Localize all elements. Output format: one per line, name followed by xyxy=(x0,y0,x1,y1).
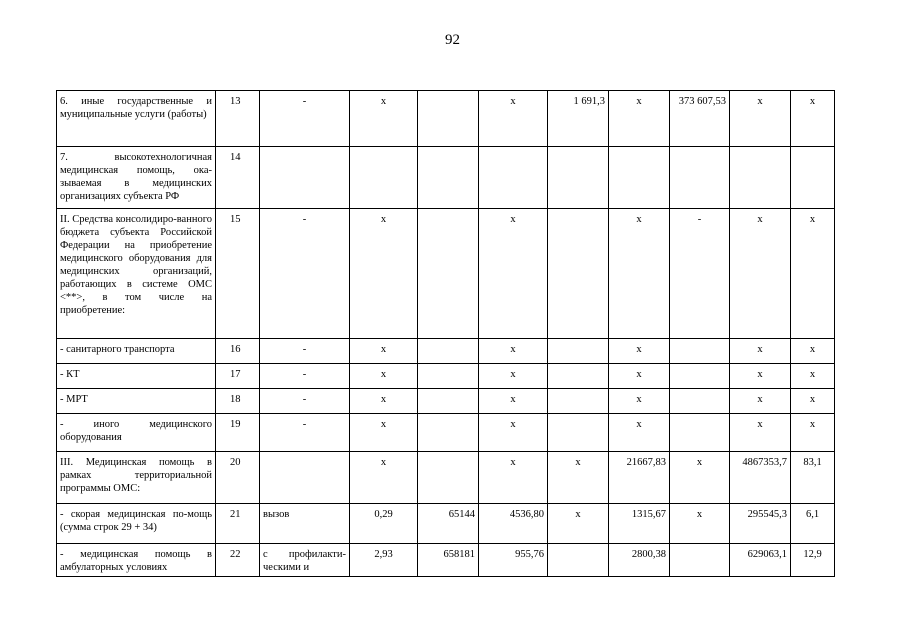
share-cell xyxy=(791,147,835,209)
volume-total-cell xyxy=(418,147,479,209)
per-capita-budget-cell: 1 691,3 xyxy=(548,91,609,147)
share-cell: x xyxy=(791,414,835,452)
unit-cell: - xyxy=(260,91,350,147)
row-number-cell: 14 xyxy=(216,147,260,209)
row-description-cell: - санитарного транспорта xyxy=(57,339,216,364)
unit-cell xyxy=(260,452,350,504)
row-number-cell: 16 xyxy=(216,339,260,364)
volume-total-cell: 658181 xyxy=(418,544,479,577)
per-capita-oms-cell: x xyxy=(609,414,670,452)
row-description-cell: II. Средства консолидиро-ванного бюджета субъекта Российской Федерации на приобретение медицинского оборудования для медицинских организаций, работающих в системе ОМС <**>, в том числе на приобретение: xyxy=(57,209,216,339)
total-budget-cell xyxy=(670,147,730,209)
cost-per-unit-cell: x xyxy=(479,452,548,504)
row-description-cell: III. Медицинская помощь в рамках территориальной программы ОМС: xyxy=(57,452,216,504)
per-capita-oms-cell: 1315,67 xyxy=(609,504,670,544)
table-body xyxy=(57,91,835,577)
total-oms-cell: 629063,1 xyxy=(730,544,791,577)
table-row xyxy=(57,364,835,389)
cost-per-unit-cell: 4536,80 xyxy=(479,504,548,544)
share-cell: x xyxy=(791,339,835,364)
row-description-cell: - МРТ xyxy=(57,389,216,414)
table-row xyxy=(57,91,835,147)
total-oms-cell: x xyxy=(730,209,791,339)
volume-total-cell xyxy=(418,452,479,504)
total-oms-cell: 4867353,7 xyxy=(730,452,791,504)
row-number-cell: 18 xyxy=(216,389,260,414)
financing-table xyxy=(56,90,835,577)
volume-total-cell xyxy=(418,91,479,147)
total-oms-cell: x xyxy=(730,339,791,364)
share-cell: 6,1 xyxy=(791,504,835,544)
volume-per-person-cell: x xyxy=(350,414,418,452)
per-capita-budget-cell xyxy=(548,389,609,414)
row-number-cell: 19 xyxy=(216,414,260,452)
table-row xyxy=(57,452,835,504)
per-capita-oms-cell: x xyxy=(609,389,670,414)
row-number-cell: 21 xyxy=(216,504,260,544)
per-capita-budget-cell: x xyxy=(548,452,609,504)
unit-cell xyxy=(260,147,350,209)
table-row xyxy=(57,544,835,577)
row-description-cell: - медицинская помощь в амбулаторных условиях xyxy=(57,544,216,577)
table-row xyxy=(57,504,835,544)
unit-cell: вызов xyxy=(260,504,350,544)
row-description-cell: 6. иные государственные и муниципальные услуги (работы) xyxy=(57,91,216,147)
share-cell: 83,1 xyxy=(791,452,835,504)
row-number-cell: 17 xyxy=(216,364,260,389)
volume-total-cell xyxy=(418,414,479,452)
unit-cell: - xyxy=(260,339,350,364)
total-budget-cell xyxy=(670,544,730,577)
table-row xyxy=(57,339,835,364)
total-budget-cell: x xyxy=(670,452,730,504)
total-oms-cell xyxy=(730,147,791,209)
volume-per-person-cell: 0,29 xyxy=(350,504,418,544)
per-capita-budget-cell: x xyxy=(548,504,609,544)
table-row xyxy=(57,147,835,209)
total-budget-cell: x xyxy=(670,504,730,544)
volume-total-cell: 65144 xyxy=(418,504,479,544)
total-oms-cell: 295545,3 xyxy=(730,504,791,544)
cost-per-unit-cell: x xyxy=(479,209,548,339)
per-capita-budget-cell xyxy=(548,147,609,209)
total-budget-cell: 373 607,53 xyxy=(670,91,730,147)
row-number-cell: 22 xyxy=(216,544,260,577)
table-row xyxy=(57,414,835,452)
volume-per-person-cell: x xyxy=(350,364,418,389)
volume-per-person-cell: x xyxy=(350,91,418,147)
share-cell: x xyxy=(791,91,835,147)
per-capita-oms-cell: x xyxy=(609,339,670,364)
row-number-cell: 20 xyxy=(216,452,260,504)
share-cell: x xyxy=(791,364,835,389)
row-description-cell: - КТ xyxy=(57,364,216,389)
total-oms-cell: x xyxy=(730,389,791,414)
share-cell: x xyxy=(791,389,835,414)
cost-per-unit-cell: 955,76 xyxy=(479,544,548,577)
volume-per-person-cell: x xyxy=(350,209,418,339)
cost-per-unit-cell: x xyxy=(479,414,548,452)
total-oms-cell: x xyxy=(730,414,791,452)
volume-per-person-cell: x xyxy=(350,339,418,364)
per-capita-oms-cell xyxy=(609,147,670,209)
volume-total-cell xyxy=(418,209,479,339)
unit-cell: - xyxy=(260,209,350,339)
table-row xyxy=(57,209,835,339)
row-description-cell: - скорая медицинская по-мощь (сумма строк 29 + 34) xyxy=(57,504,216,544)
volume-total-cell xyxy=(418,389,479,414)
cost-per-unit-cell: x xyxy=(479,91,548,147)
total-oms-cell: x xyxy=(730,91,791,147)
unit-cell: - xyxy=(260,364,350,389)
volume-per-person-cell: x xyxy=(350,452,418,504)
total-budget-cell xyxy=(670,389,730,414)
share-cell: x xyxy=(791,209,835,339)
unit-cell: - xyxy=(260,389,350,414)
cost-per-unit-cell: x xyxy=(479,389,548,414)
total-budget-cell xyxy=(670,364,730,389)
share-cell: 12,9 xyxy=(791,544,835,577)
volume-per-person-cell xyxy=(350,147,418,209)
volume-per-person-cell: x xyxy=(350,389,418,414)
cost-per-unit-cell: x xyxy=(479,339,548,364)
per-capita-oms-cell: x xyxy=(609,91,670,147)
per-capita-budget-cell xyxy=(548,414,609,452)
per-capita-budget-cell xyxy=(548,364,609,389)
cost-per-unit-cell xyxy=(479,147,548,209)
per-capita-budget-cell xyxy=(548,339,609,364)
row-description-cell: - иного медицинского оборудования xyxy=(57,414,216,452)
per-capita-oms-cell: 21667,83 xyxy=(609,452,670,504)
total-budget-cell xyxy=(670,414,730,452)
per-capita-oms-cell: 2800,38 xyxy=(609,544,670,577)
table-row xyxy=(57,389,835,414)
volume-total-cell xyxy=(418,364,479,389)
per-capita-budget-cell xyxy=(548,544,609,577)
volume-per-person-cell: 2,93 xyxy=(350,544,418,577)
total-budget-cell: - xyxy=(670,209,730,339)
cost-per-unit-cell: x xyxy=(479,364,548,389)
unit-cell: с профилакти-ческими и xyxy=(260,544,350,577)
per-capita-budget-cell xyxy=(548,209,609,339)
total-budget-cell xyxy=(670,339,730,364)
row-description-cell: 7. высокотехнологичная медицинская помощь, ока-зываемая в медицинских организациях субъекта РФ xyxy=(57,147,216,209)
page-number: 92 xyxy=(445,32,460,48)
volume-total-cell xyxy=(418,339,479,364)
row-number-cell: 15 xyxy=(216,209,260,339)
per-capita-oms-cell: x xyxy=(609,209,670,339)
per-capita-oms-cell: x xyxy=(609,364,670,389)
total-oms-cell: x xyxy=(730,364,791,389)
row-number-cell: 13 xyxy=(216,91,260,147)
unit-cell: - xyxy=(260,414,350,452)
